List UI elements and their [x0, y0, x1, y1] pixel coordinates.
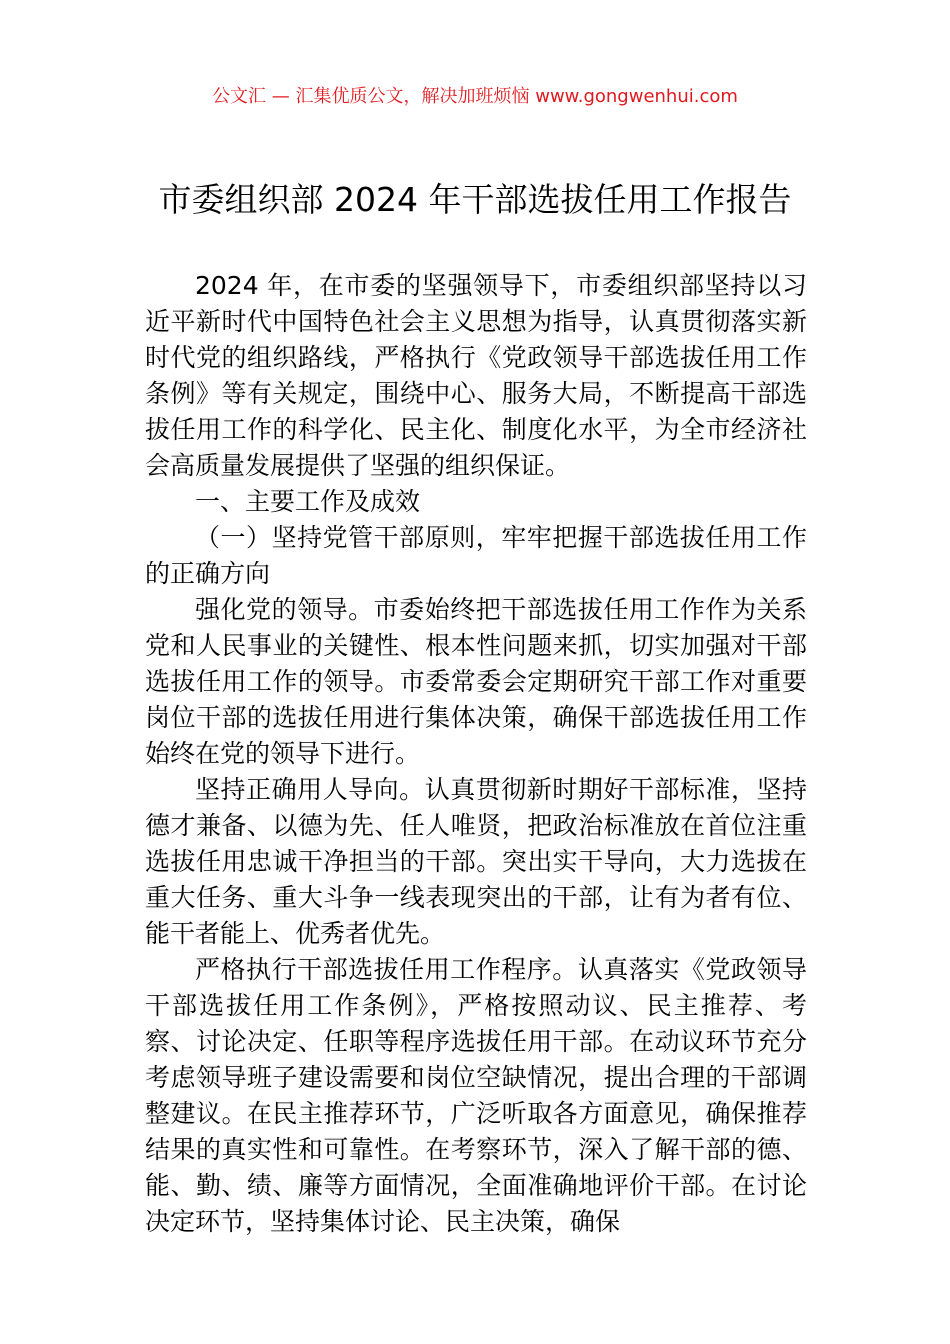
- header-banner: 公文汇 — 汇集优质公文，解决加班烦恼 www.gongwenhui.com: [212, 86, 738, 107]
- paragraph-leadership: 强化党的领导。市委始终把干部选拔任用工作作为关系党和人民事业的关键性、根本性问题来抓，切实加强对干部选拔任用工作的领导。市委常委会定期研究干部工作对重要岗位干部的选拔任用进行集体决策，确保干部选拔任用工作始终在党的领导下进行。: [145, 595, 807, 768]
- section-heading: 一、主要工作及成效: [195, 487, 421, 516]
- paragraph-intro: 2024 年，在市委的坚强领导下，市委组织部坚持以习近平新时代中国特色社会主义思想为指导，认真贯彻落实新时代党的组织路线，严格执行《党政领导干部选拔任用工作条例》等有关规定，围绕中心、服务大局，不断提高干部选拔任用工作的科学化、民主化、制度化水平，为全市经济社会高质量发展提供了坚强的组织保证。: [145, 271, 807, 480]
- document-body: [145, 268, 807, 1240]
- subsection-heading: （一）坚持党管干部原则，牢牢把握干部选拔任用工作的正确方向: [145, 523, 807, 588]
- paragraph-orientation: 坚持正确用人导向。认真贯彻新时期好干部标准，坚持德才兼备、以德为先、任人唯贤，把政治标准放在首位注重选拔任用忠诚干净担当的干部。突出实干导向，大力选拔在重大任务、重大斗争一线表现突出的干部，让有为者有位、能干者能上、优秀者优先。: [145, 775, 807, 948]
- paragraph-procedure: 严格执行干部选拔任用工作程序。认真落实《党政领导干部选拔任用工作条例》，严格按照动议、民主推荐、考察、讨论决定、任职等程序选拔任用干部。在动议环节充分考虑领导班子建设需要和岗位空缺情况，提出合理的干部调整建议。在民主推荐环节，广泛听取各方面意见，确保推荐结果的真实性和可靠性。在考察环节，深入了解干部的德、能、勤、绩、廉等方面情况，全面准确地评价干部。在讨论决定环节，坚持集体讨论、民主决策，确保: [145, 955, 807, 1236]
- document-title: 市委组织部 2024 年干部选拔任用工作报告: [158, 180, 792, 219]
